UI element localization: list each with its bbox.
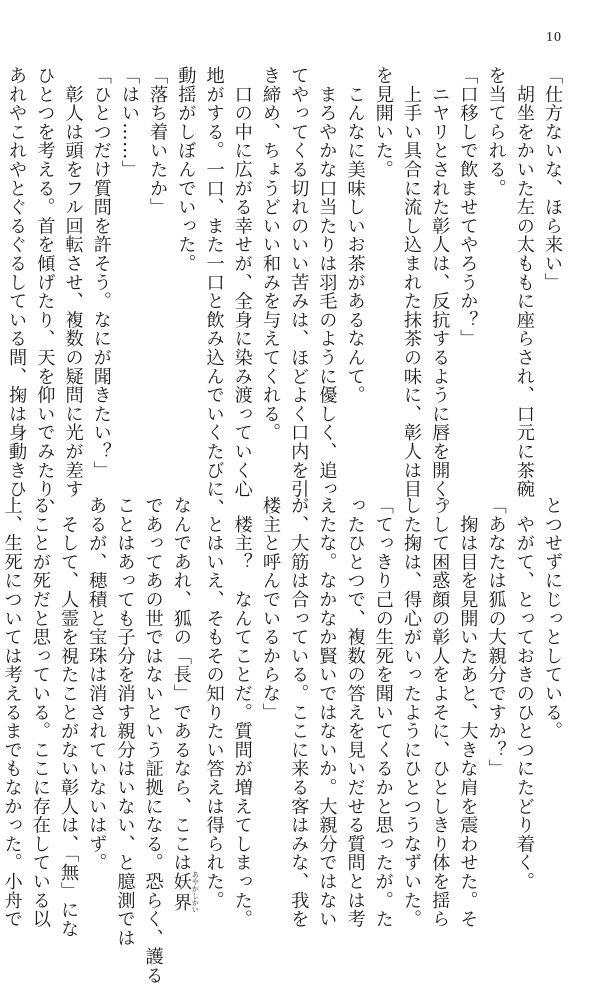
text-line: が、大筋は合っている。ここに来る客はみな、我を — [288, 496, 310, 929]
text-line: とはいえ、そもその知りたい答えは得られた。 — [203, 496, 225, 910]
ruby-word — [170, 870, 200, 913]
text-line: 「あなたは狐の大親分ですか？」 — [485, 496, 507, 778]
ruby-base: 妖界 — [170, 870, 192, 913]
text-line: 上手い具合に流し込まれた抹茶の味に、彰人は目 — [400, 66, 422, 499]
text-line: ニヤリとされた彰人は、反抗するように唇を開く。 — [429, 66, 451, 518]
text-line: 胡坐をかいた左の太ももに座らされ、口元に茶碗 — [513, 66, 535, 499]
text-line: えたな。なかなか賢いではないか。大親分ではない — [316, 496, 338, 929]
text-line: き締め、ちょうどいい和みを与えてくれる。 — [259, 66, 281, 442]
text-line: やがて、とっておきのひとつにたどり着く。 — [513, 496, 535, 891]
text-line: ることが死だと思っている。ここに存在している以 — [29, 496, 51, 929]
text-line: 楼主？ なんてことだ。質問が増えてしまった。 — [231, 496, 253, 929]
text-line: であってあの世ではないという証拠になる。恐らく、護る — [142, 496, 164, 985]
text-line: そして、人霊を視たことがない彰人は、「無」にな — [58, 496, 80, 939]
text-line: 楼主と呼んでいるからな」 — [259, 496, 281, 722]
text-line: 「落ち着いたか」 — [147, 66, 169, 217]
text-line: した掬は、得心がいったようにひとつうなずいた。 — [400, 496, 422, 929]
text-line: 地がする。一口、また一口と飲み込んでいくたびに、 — [203, 66, 225, 518]
text-line: 「てっきり己の生死を聞いてくるかと思ったが。た — [372, 496, 394, 929]
text-block-bottom — [1, 496, 566, 985]
text-line: 上、生死については考えるまでもなかった。小舟で — [1, 496, 23, 929]
text-line: 掬は目を見開いたあと、大きな肩を震わせた。そ — [457, 496, 479, 929]
text-block-top — [6, 66, 566, 518]
text-line: まろやかな口当たりは羽毛のように優しく、追っ — [316, 66, 338, 499]
text-line: ことはあっても子分を消す親分はいない、と臆測では — [114, 496, 136, 948]
text-line: 「ひとつだけ質問を許そう。なにが聞きたい？」 — [90, 66, 112, 480]
text-line: 口の中に広がる幸せが、全身に染み渡っていく心 — [231, 66, 253, 499]
text-line: うして困惑顔の彰人をよそに、ひとしきり体を揺ら — [429, 496, 451, 929]
ruby-reading: あやかしかい — [191, 870, 200, 913]
text-line: てやってくる切れのいい苦みは、ほどよく口内を引 — [288, 66, 310, 499]
text-line: 動揺がしぼんでいった。 — [175, 66, 197, 273]
text-line: を当てられる。 — [485, 66, 507, 198]
text-line: あれやこれやとぐるぐるしている間、掬は身動きひ — [6, 66, 28, 499]
text-line: を見開いた。 — [372, 66, 394, 179]
page-number: 10 — [546, 30, 562, 45]
text-line: 彰人は頭をフル回転させ、複数の疑問に光が差す — [62, 66, 84, 499]
text-line: 「はい……」 — [118, 66, 140, 179]
text-line: こんなに美味しいお茶があるなんて。 — [344, 66, 366, 405]
text-line: なんであれ、狐の「長」であるなら、ここは妖界 あやかしかい — [170, 496, 200, 913]
text-line: とつせずにじっとしている。 — [542, 496, 563, 741]
text-line: ひとつを考える。首を傾げたり、天を仰いでみたり、 — [34, 66, 56, 518]
text-line: 「口移しで飲ませてやろうか？」 — [457, 66, 479, 348]
text-line: ったひとつで、複数の答えを見いだせる質問とは考 — [344, 496, 366, 929]
text-line: 「仕方ないな、ほら来い」 — [542, 66, 563, 292]
text-line: あるが、穂積と宝珠は消されていないはず。 — [86, 496, 108, 872]
